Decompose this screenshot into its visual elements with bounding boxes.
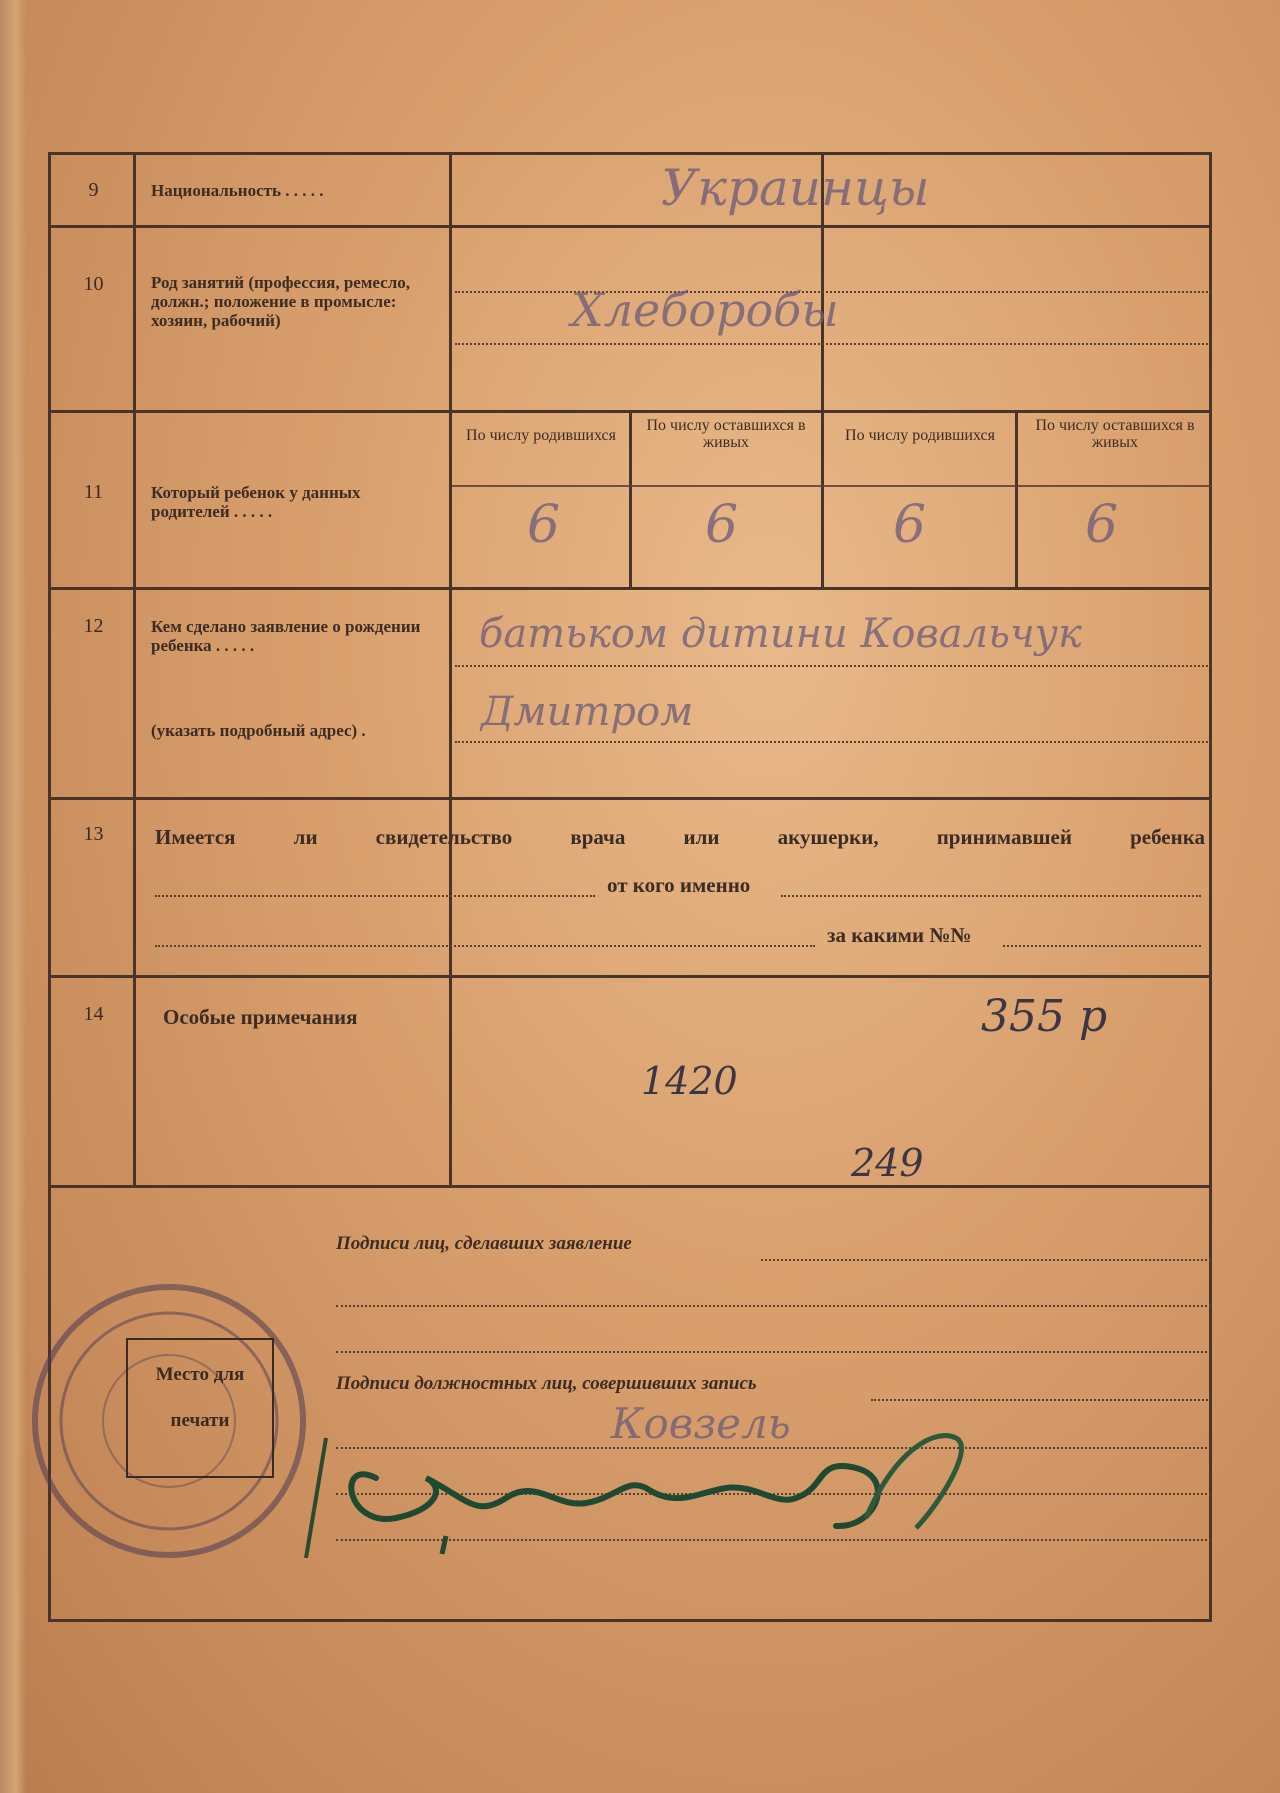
occupation-label: Род занятий (профессия, ремесло, должн.; положение в промысле: хозяин, рабочий) bbox=[151, 273, 411, 330]
certificate-label: Имеется ли свидетельство врача или акушерки, принимавшей ребенка bbox=[155, 825, 1205, 849]
header-born-father: По числу родившихся bbox=[466, 427, 616, 444]
certificate-numbers-label: за какими №№ bbox=[827, 923, 972, 947]
seal-place-box bbox=[126, 1338, 274, 1478]
declarant-value-1: батьком дитини Ковальчук bbox=[479, 611, 1082, 657]
from-whom-line bbox=[781, 895, 1201, 897]
child-count-born-1: 6 bbox=[527, 495, 561, 555]
declarant-label: Кем сделано заявление о рождении ребенка . . . . . bbox=[151, 617, 421, 655]
child-order-label: Который ребенок у данных родителей . . . . . bbox=[151, 483, 361, 521]
seal-place-line-2: печати bbox=[170, 1410, 230, 1431]
header-born-mother: По числу родившихся bbox=[845, 427, 995, 444]
certificate-line-1 bbox=[155, 895, 595, 897]
row-number-13: 13 bbox=[83, 823, 104, 845]
declarant-value-2: Дмитром bbox=[481, 689, 694, 735]
row-sep-12 bbox=[51, 797, 1209, 800]
label-column-divider bbox=[449, 155, 452, 1185]
from-whom-label: от кого именно bbox=[607, 873, 751, 897]
nationality-label: Национальность . . . . . bbox=[151, 181, 324, 200]
occupation-value: Хлеборобы bbox=[571, 283, 839, 337]
row-sep-10 bbox=[51, 410, 1209, 413]
row-number-11: 11 bbox=[83, 481, 104, 503]
row-number-14: 14 bbox=[83, 1003, 104, 1025]
row-number-12: 12 bbox=[83, 615, 104, 637]
row-number-10: 10 bbox=[83, 273, 104, 295]
declarant-address-label: (указать подробный адрес) . bbox=[151, 721, 366, 740]
child-count-born-2: 6 bbox=[893, 495, 927, 555]
row-sep-9 bbox=[51, 225, 1209, 228]
applicants-signature-label: Подписи лиц, сделавших заявление bbox=[336, 1233, 632, 1254]
row-number-9: 9 bbox=[88, 179, 99, 201]
row-sep-11 bbox=[51, 587, 1209, 590]
certificate-numbers-line bbox=[1003, 945, 1201, 947]
declarant-line-2 bbox=[455, 741, 1211, 743]
sub-column-divider-1 bbox=[629, 413, 632, 588]
applicants-line-1 bbox=[761, 1259, 1211, 1261]
parent-column-divider bbox=[821, 155, 824, 587]
occupation-line-2 bbox=[455, 343, 1211, 345]
header-alive-father: По числу оставшихся в живых bbox=[646, 417, 806, 451]
page-edge bbox=[0, 0, 26, 1793]
applicants-line-3 bbox=[336, 1351, 1211, 1353]
row-11-header-divider bbox=[451, 485, 1211, 487]
row-sep-14 bbox=[51, 1185, 1209, 1188]
special-notes-label: Особые примечания bbox=[163, 1005, 358, 1029]
special-note-1: 355 р bbox=[981, 991, 1108, 1042]
child-count-alive-2: 6 bbox=[1085, 495, 1119, 555]
row-sep-13 bbox=[51, 975, 1209, 978]
child-count-alive-1: 6 bbox=[705, 495, 739, 555]
officials-signature-label: Подписи должностных лиц, совершивших запись bbox=[336, 1373, 757, 1394]
special-note-3: 249 bbox=[851, 1141, 924, 1185]
special-note-2: 1420 bbox=[641, 1059, 738, 1103]
number-column-divider bbox=[133, 155, 136, 1185]
certificate-line-2 bbox=[155, 945, 815, 947]
seal-place-line-1: Место для bbox=[155, 1364, 245, 1385]
official-signature-2 bbox=[296, 1418, 1016, 1558]
applicants-line-2 bbox=[336, 1305, 1211, 1307]
official-signature-1: Ковзель bbox=[611, 1399, 791, 1448]
officials-line-1 bbox=[871, 1399, 1211, 1401]
declarant-line-1 bbox=[455, 665, 1211, 667]
sub-column-divider-2 bbox=[1015, 413, 1018, 588]
header-alive-mother: По числу оставшихся в живых bbox=[1035, 417, 1195, 451]
nationality-value: Украинцы bbox=[661, 159, 930, 217]
